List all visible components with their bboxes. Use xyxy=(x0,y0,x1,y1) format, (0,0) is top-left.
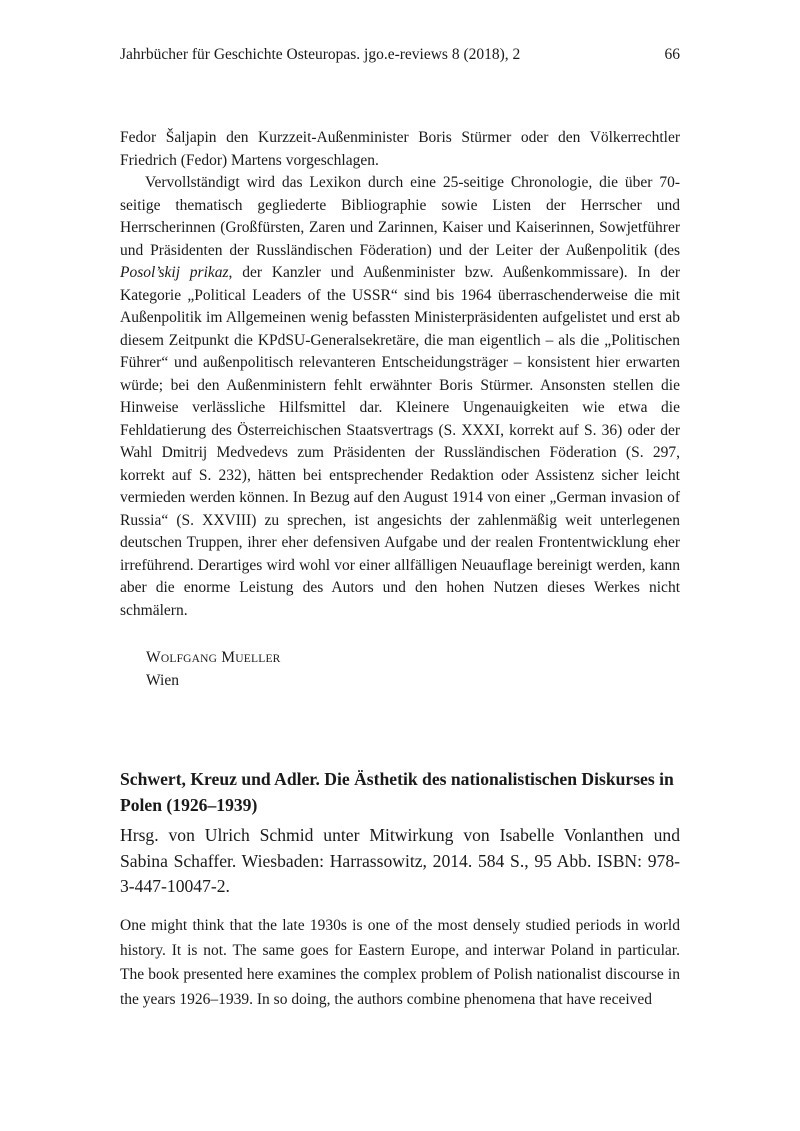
paragraph: One might think that the late 1930s is one of the most densely studied periods in world history. It is not. The same goes for Eastern Europe, and interwar Poland in particular. The book presented here examines the complex problem of Polish nationalist discourse in the years 1926–1939. In so doing, the authors combine phenomena that have received xyxy=(120,917,680,1008)
running-header xyxy=(120,46,680,68)
journal-title: Jahrbücher für Geschichte Osteuropas. jgo.e-reviews 8 (2018), 2 xyxy=(120,46,521,63)
paragraph-text: , der Kanzler und Außenminister bzw. Außenkommissare). In der Kategorie „Political Leaders of the USSR“ sind bis 1964 überraschenderweise die mit Außenpolitik im Allgemeinen wenig befassten Ministerpräsidenten aufgelistet und erst ab diesem Zeitpunkt die KPdSU-Generalsekretäre, die man eigentlich – als die „Politischen Führer“ und außenpolitisch relevanteren Entscheidungsträger – konsistent hier erwarten würde; bei den Außenministern fehlt erwähnter Boris Stürmer. Ansonsten stellen die Hinweise verlässliche Hilfsmittel dar. Kleinere Ungenauigkeiten wie etwa die Fehldatierung des Österreichischen Staatsvertrags (S. XXXI, korrekt auf S. 36) oder der Wahl Dmitrij Medvedevs zum Präsidenten der Russländischen Föderation (S. 297, korrekt auf S. 232), hätten bei entsprechender Redaktion oder Assistenz sicher leicht vermieden werden können. In Bezug auf den August 1914 von einer „German invasion of Russia“ (S. XXVIII) zu sprechen, ist angesichts der zahlenmäßig weit unterlegenen deutschen Truppen, ihrer eher defensiven Aufgabe und der realen Frontentwicklung eher irreführend. Derartiges wird wohl vor einer allfälligen Neuauflage bereinigt werden, kann aber die enorme Leistung des Autors und den hohen Nutzen dieses Werkes nicht schmälern. xyxy=(120,264,680,619)
paragraph-text: Vervollständigt wird das Lexikon durch eine 25-seitige Chronologie, die über 70-seitige thematisch gegliederte Bibliographie sowie Listen der Herrscher und Herrscherinnen (Großfürsten, Zaren und Zarinnen, Kaiser und Kaiserinnen, Sowjetführer und Präsidenten der Russländischen Föderation) und der Leiter der Außenpolitik (des xyxy=(120,174,680,259)
reviewer-name xyxy=(146,647,281,670)
review-body xyxy=(120,914,680,1012)
page-number: 66 xyxy=(664,46,680,63)
name-initial: W xyxy=(146,649,161,666)
paragraph xyxy=(120,172,680,622)
paragraph: Fedor Šaljapin den Kurzzeit-Außenminister Boris Stürmer oder den Völkerrechtler Friedrich (Fedor) Martens vorgeschlagen. xyxy=(120,129,680,169)
reviewer-signature xyxy=(146,647,281,692)
italic-term: Posol’skij prikaz xyxy=(120,264,229,281)
name-smallcaps: UELLER xyxy=(235,653,281,665)
name-smallcaps: OLFGANG xyxy=(160,653,218,665)
book-title: Schwert, Kreuz und Adler. Die Ästhetik des nationalistischen Diskurses in Polen (1926–1939) xyxy=(120,769,674,815)
book-metadata: Hrsg. von Ulrich Schmid unter Mitwirkung von Isabelle Vonlanthen und Sabina Schaffer. Wiesbaden: Harrassowitz, 2014. 584 S., 95 Abb. ISBN: 978-3-447-10047-2. xyxy=(120,825,680,896)
review-body xyxy=(120,127,680,622)
reviewer-city: Wien xyxy=(146,672,179,689)
name-initial: M xyxy=(221,649,236,666)
